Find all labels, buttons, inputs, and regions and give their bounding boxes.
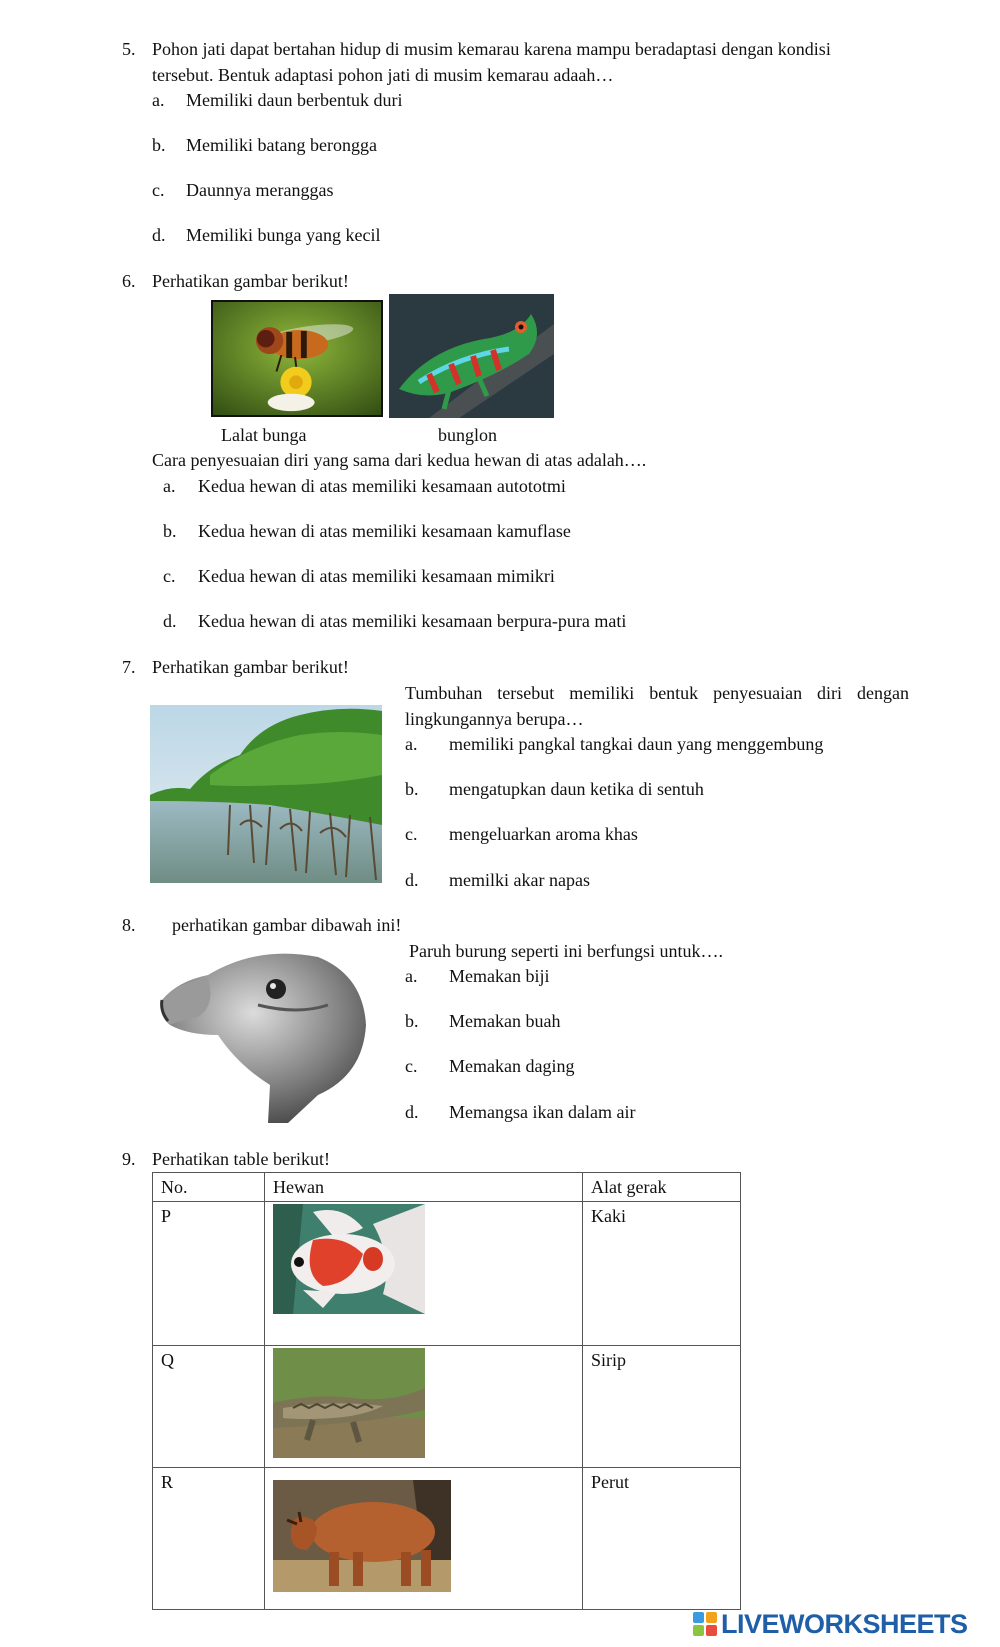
q8-question: Paruh burung seperti ini berfungsi untuk…. — [409, 941, 723, 961]
row-p-animal-cell — [265, 1202, 583, 1346]
q7-option-c[interactable]: mengeluarkan aroma khas — [449, 824, 638, 844]
q7-question-line2: lingkungannya berupa… — [405, 709, 584, 729]
q8-option-d[interactable]: Memangsa ikan dalam air — [449, 1102, 636, 1122]
q6-question: Cara penyesuaian diri yang sama dari kedua hewan di atas adalah…. — [152, 450, 647, 470]
q7-option-c-letter: c. — [405, 824, 418, 844]
q5-option-c-letter: c. — [152, 180, 165, 200]
q6-caption-right: bunglon — [438, 425, 498, 445]
q6-option-a-letter: a. — [163, 476, 176, 496]
mangrove-image — [150, 705, 382, 883]
header-animal: Hewan — [265, 1173, 583, 1202]
q7-option-d[interactable]: memilki akar napas — [449, 870, 590, 890]
row-p-motion: Kaki — [583, 1202, 741, 1346]
header-no: No. — [153, 1173, 265, 1202]
q7-prompt: Perhatikan gambar berikut! — [152, 657, 349, 677]
q9-prompt: Perhatikan table berikut! — [152, 1149, 330, 1169]
q5-question-line1: Pohon jati dapat bertahan hidup di musim kemarau karena mampu beradaptasi dengan kondisi — [152, 39, 831, 59]
eagle-head-image — [158, 945, 372, 1125]
q6-option-b-letter: b. — [163, 521, 177, 541]
q7-option-d-letter: d. — [405, 870, 419, 890]
q6-option-c[interactable]: Kedua hewan di atas memiliki kesamaan mimikri — [198, 566, 555, 586]
row-p-label: P — [153, 1202, 265, 1346]
q5-option-d-letter: d. — [152, 225, 166, 245]
q8-prompt: perhatikan gambar dibawah ini! — [172, 915, 402, 935]
q6-option-c-letter: c. — [163, 566, 176, 586]
q5-option-a[interactable]: Memiliki daun berbentuk duri — [186, 90, 403, 110]
q8-option-c[interactable]: Memakan daging — [449, 1056, 575, 1076]
q8-option-b[interactable]: Memakan buah — [449, 1011, 561, 1031]
q8-number: 8. — [122, 915, 136, 935]
q5-option-c[interactable]: Daunnya meranggas — [186, 180, 334, 200]
animal-table — [152, 1172, 741, 1610]
hoverfly-image — [211, 300, 383, 417]
row-q-label: Q — [153, 1346, 265, 1468]
header-motion: Alat gerak — [583, 1173, 741, 1202]
liveworksheets-icon — [693, 1612, 717, 1636]
q6-option-a[interactable]: Kedua hewan di atas memiliki kesamaan autototmi — [198, 476, 566, 496]
table-header-row — [153, 1173, 741, 1202]
q7-number: 7. — [122, 657, 136, 677]
q6-option-b[interactable]: Kedua hewan di atas memiliki kesamaan kamuflase — [198, 521, 571, 541]
q7-option-a[interactable]: memiliki pangkal tangkai daun yang menggembung — [449, 734, 824, 754]
row-r-animal-cell — [265, 1468, 583, 1610]
q6-number: 6. — [122, 271, 136, 291]
q5-option-d[interactable]: Memiliki bunga yang kecil — [186, 225, 381, 245]
brand-name: LIVEWORKSHEETS — [721, 1609, 968, 1639]
row-q-motion: Sirip — [583, 1346, 741, 1468]
q7-question-line1: Tumbuhan tersebut memiliki bentuk penyesuaian diri dengan — [405, 683, 909, 703]
liveworksheets-logo — [693, 1608, 968, 1640]
q6-caption-left: Lalat bunga — [221, 425, 307, 445]
q6-prompt: Perhatikan gambar berikut! — [152, 271, 349, 291]
q8-option-b-letter: b. — [405, 1011, 419, 1031]
goldfish-image — [273, 1204, 425, 1314]
table-row — [153, 1468, 741, 1610]
q8-option-c-letter: c. — [405, 1056, 418, 1076]
q9-number: 9. — [122, 1149, 136, 1169]
table-row — [153, 1346, 741, 1468]
row-q-animal-cell — [265, 1346, 583, 1468]
cow-image — [273, 1480, 451, 1592]
q6-option-d[interactable]: Kedua hewan di atas memiliki kesamaan berpura-pura mati — [198, 611, 627, 631]
q7-option-a-letter: a. — [405, 734, 418, 754]
q8-option-a[interactable]: Memakan biji — [449, 966, 550, 986]
crocodile-image — [273, 1348, 425, 1458]
q7-option-b-letter: b. — [405, 779, 419, 799]
q8-option-d-letter: d. — [405, 1102, 419, 1122]
q6-option-d-letter: d. — [163, 611, 177, 631]
q5-option-b-letter: b. — [152, 135, 166, 155]
q5-question-line2: tersebut. Bentuk adaptasi pohon jati di musim kemarau adaah… — [152, 65, 614, 85]
q5-option-a-letter: a. — [152, 90, 165, 110]
q7-option-b[interactable]: mengatupkan daun ketika di sentuh — [449, 779, 704, 799]
q5-number: 5. — [122, 39, 136, 59]
q8-option-a-letter: a. — [405, 966, 418, 986]
row-r-motion: Perut — [583, 1468, 741, 1610]
row-r-label: R — [153, 1468, 265, 1610]
q5-option-b[interactable]: Memiliki batang berongga — [186, 135, 377, 155]
table-row — [153, 1202, 741, 1346]
chameleon-image — [389, 294, 554, 418]
